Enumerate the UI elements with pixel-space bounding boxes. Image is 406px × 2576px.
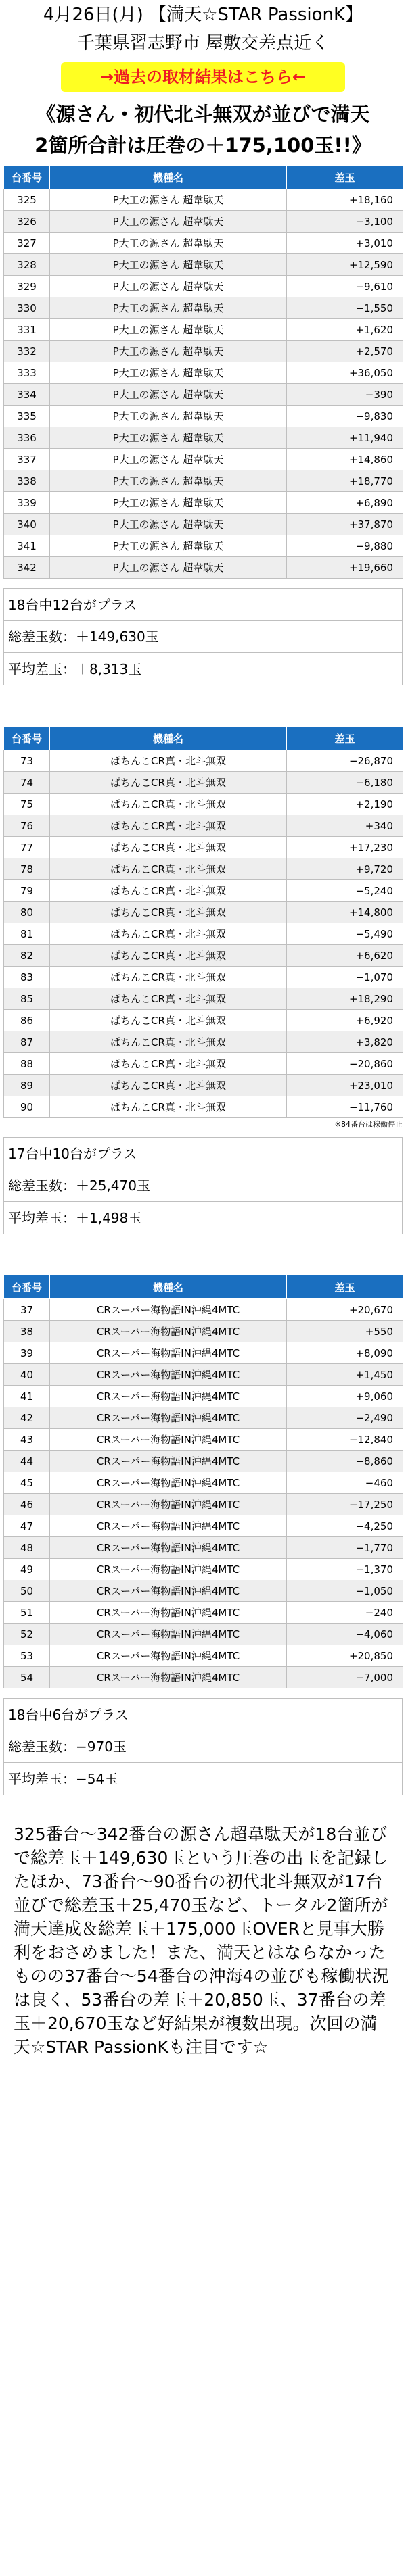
table-row [4, 1342, 403, 1364]
machine-name-cell: ぱちんこCR真・北斗無双 [50, 902, 287, 923]
table-row [4, 1667, 403, 1688]
diff-cell: +20,670 [287, 1299, 403, 1321]
col-header-diff: 差玉 [287, 727, 403, 750]
machine-name-cell: P大工の源さん 超韋駄天 [50, 189, 287, 211]
table-row [4, 492, 403, 514]
machine-number-cell: 38 [4, 1321, 50, 1342]
table-row [4, 211, 403, 233]
machine-number-cell: 83 [4, 967, 50, 988]
diff-cell: +3,820 [287, 1031, 403, 1053]
table-row [4, 923, 403, 945]
table-row [4, 535, 403, 557]
table-row [4, 1096, 403, 1118]
diff-cell: +20,850 [287, 1645, 403, 1667]
machine-number-cell: 330 [4, 297, 50, 319]
col-header-diff: 差玉 [287, 166, 403, 189]
table-row [4, 341, 403, 362]
diff-cell: +1,620 [287, 319, 403, 341]
table-row [4, 1559, 403, 1580]
machine-name-cell: P大工の源さん 超韋駄天 [50, 557, 287, 579]
machine-number-cell: 43 [4, 1429, 50, 1451]
diff-cell: −1,370 [287, 1559, 403, 1580]
table-row [4, 514, 403, 535]
table-row [4, 233, 403, 254]
machine-name-cell: ぱちんこCR真・北斗無双 [50, 945, 287, 967]
machine-name-cell: CRスーパー海物語IN沖縄4MTC [50, 1515, 287, 1537]
machine-name-cell: ぱちんこCR真・北斗無双 [50, 794, 287, 815]
table-note: ※84番台は稼働停止 [334, 1120, 403, 1129]
table-row [4, 254, 403, 276]
diff-cell: +9,060 [287, 1386, 403, 1407]
machine-name-cell: P大工の源さん 超韋駄天 [50, 297, 287, 319]
diff-cell: +340 [287, 815, 403, 837]
table-header-row [4, 1275, 403, 1299]
machine-name-cell: CRスーパー海物語IN沖縄4MTC [50, 1429, 287, 1451]
diff-cell: +18,770 [287, 470, 403, 492]
machine-name-cell: ぱちんこCR真・北斗無双 [50, 815, 287, 837]
page-title-location: 千葉県習志野市 屋敷交差点近く [76, 33, 330, 53]
machine-number-cell: 51 [4, 1602, 50, 1624]
diff-cell: +14,860 [287, 449, 403, 470]
machine-name-cell: CRスーパー海物語IN沖縄4MTC [50, 1386, 287, 1407]
machine-name-cell: P大工の源さん 超韋駄天 [50, 514, 287, 535]
table-row [4, 1472, 403, 1494]
summary-plus-count: 18台中6台がプラス [3, 1698, 403, 1730]
summary-plus-count: 17台中10台がプラス [3, 1137, 403, 1169]
machine-number-cell: 86 [4, 1010, 50, 1031]
diff-cell: −5,490 [287, 923, 403, 945]
machine-number-cell: 341 [4, 535, 50, 557]
col-header-machine: 機種名 [50, 166, 287, 189]
machine-name-cell: CRスーパー海物語IN沖縄4MTC [50, 1624, 287, 1645]
table-row [4, 1299, 403, 1321]
table-row [4, 1580, 403, 1602]
table-row [4, 319, 403, 341]
machine-number-cell: 340 [4, 514, 50, 535]
diff-cell: −20,860 [287, 1053, 403, 1075]
table-row [4, 449, 403, 470]
table-row [4, 1602, 403, 1624]
machine-number-cell: 78 [4, 858, 50, 880]
diff-cell: −4,250 [287, 1515, 403, 1537]
table-row [4, 1451, 403, 1472]
table-row [4, 1386, 403, 1407]
machine-number-cell: 338 [4, 470, 50, 492]
table-row [4, 1010, 403, 1031]
machine-name-cell: CRスーパー海物語IN沖縄4MTC [50, 1342, 287, 1364]
machine-name-cell: ぱちんこCR真・北斗無双 [50, 1053, 287, 1075]
machine-name-cell: P大工の源さん 超韋駄天 [50, 341, 287, 362]
results-table-hokuto [3, 726, 403, 1118]
machine-name-cell: ぱちんこCR真・北斗無双 [50, 1075, 287, 1096]
diff-cell: +11,940 [287, 427, 403, 449]
machine-number-cell: 53 [4, 1645, 50, 1667]
machine-name-cell: P大工の源さん 超韋駄天 [50, 449, 287, 470]
col-header-num: 台番号 [4, 727, 50, 750]
col-header-num: 台番号 [4, 1275, 50, 1299]
table-row [4, 880, 403, 902]
diff-cell: +18,290 [287, 988, 403, 1010]
diff-cell: +6,620 [287, 945, 403, 967]
machine-number-cell: 79 [4, 880, 50, 902]
table-row [4, 406, 403, 427]
diff-cell: +1,450 [287, 1364, 403, 1386]
results-table-umimonogatari [3, 1275, 403, 1688]
machine-number-cell: 336 [4, 427, 50, 449]
diff-cell: +17,230 [287, 837, 403, 858]
col-header-machine: 機種名 [50, 1275, 287, 1299]
machine-number-cell: 85 [4, 988, 50, 1010]
machine-name-cell: ぱちんこCR真・北斗無双 [50, 1031, 287, 1053]
machine-number-cell: 50 [4, 1580, 50, 1602]
table-row [4, 1031, 403, 1053]
machine-name-cell: CRスーパー海物語IN沖縄4MTC [50, 1602, 287, 1624]
machine-name-cell: CRスーパー海物語IN沖縄4MTC [50, 1494, 287, 1515]
machine-name-cell: P大工の源さん 超韋駄天 [50, 233, 287, 254]
table-row [4, 794, 403, 815]
summary-total: 総差玉数：＋25,470玉 [3, 1169, 403, 1202]
machine-name-cell: ぱちんこCR真・北斗無双 [50, 1010, 287, 1031]
diff-cell: −8,860 [287, 1451, 403, 1472]
machine-number-cell: 45 [4, 1472, 50, 1494]
machine-name-cell: P大工の源さん 超韋駄天 [50, 211, 287, 233]
machine-number-cell: 82 [4, 945, 50, 967]
machine-name-cell: ぱちんこCR真・北斗無双 [50, 858, 287, 880]
table-row [4, 276, 403, 297]
table-row [4, 1075, 403, 1096]
machine-number-cell: 47 [4, 1515, 50, 1537]
diff-cell: +2,190 [287, 794, 403, 815]
machine-number-cell: 54 [4, 1667, 50, 1688]
diff-cell: +9,720 [287, 858, 403, 880]
machine-name-cell: CRスーパー海物語IN沖縄4MTC [50, 1580, 287, 1602]
table-row [4, 1515, 403, 1537]
table-row [4, 1429, 403, 1451]
summary-total: 総差玉数：−970玉 [3, 1730, 403, 1763]
machine-number-cell: 80 [4, 902, 50, 923]
table-row [4, 1624, 403, 1645]
table-row [4, 772, 403, 794]
machine-number-cell: 331 [4, 319, 50, 341]
diff-cell: +36,050 [287, 362, 403, 384]
table-row [4, 837, 403, 858]
diff-cell: +19,660 [287, 557, 403, 579]
machine-name-cell: P大工の源さん 超韋駄天 [50, 319, 287, 341]
machine-name-cell: P大工の源さん 超韋駄天 [50, 470, 287, 492]
machine-name-cell: ぱちんこCR真・北斗無双 [50, 772, 287, 794]
table-row [4, 1645, 403, 1667]
table-row [4, 750, 403, 772]
table-row [4, 1321, 403, 1342]
machine-name-cell: P大工の源さん 超韋駄天 [50, 254, 287, 276]
diff-cell: −1,070 [287, 967, 403, 988]
diff-cell: +6,920 [287, 1010, 403, 1031]
machine-number-cell: 87 [4, 1031, 50, 1053]
machine-name-cell: CRスーパー海物語IN沖縄4MTC [50, 1537, 287, 1559]
col-header-num: 台番号 [4, 166, 50, 189]
diff-cell: −4,060 [287, 1624, 403, 1645]
machine-number-cell: 329 [4, 276, 50, 297]
page-title-date: 4月26日(月) 【満天☆STAR PassionK】 [43, 5, 363, 25]
diff-cell: +14,800 [287, 902, 403, 923]
table-row [4, 902, 403, 923]
machine-name-cell: ぱちんこCR真・北斗無双 [50, 750, 287, 772]
machine-number-cell: 42 [4, 1407, 50, 1429]
summary-total: 総差玉数：＋149,630玉 [3, 621, 403, 653]
machine-number-cell: 73 [4, 750, 50, 772]
diff-cell: −3,100 [287, 211, 403, 233]
diff-cell: −460 [287, 1472, 403, 1494]
col-header-diff: 差玉 [287, 1275, 403, 1299]
machine-name-cell: CRスーパー海物語IN沖縄4MTC [50, 1472, 287, 1494]
machine-name-cell: CRスーパー海物語IN沖縄4MTC [50, 1667, 287, 1688]
headline-line2: 2箇所合計は圧巻の＋175,100玉!!》 [35, 134, 371, 157]
machine-name-cell: ぱちんこCR真・北斗無双 [50, 988, 287, 1010]
machine-number-cell: 49 [4, 1559, 50, 1580]
diff-cell: −6,180 [287, 772, 403, 794]
table-row [4, 427, 403, 449]
results-table-genzan [3, 165, 403, 579]
diff-cell: −9,830 [287, 406, 403, 427]
machine-name-cell: P大工の源さん 超韋駄天 [50, 492, 287, 514]
table-row [4, 1364, 403, 1386]
machine-number-cell: 334 [4, 384, 50, 406]
diff-cell: −240 [287, 1602, 403, 1624]
machine-number-cell: 37 [4, 1299, 50, 1321]
machine-number-cell: 74 [4, 772, 50, 794]
diff-cell: +2,570 [287, 341, 403, 362]
summary-average: 平均差玉：＋8,313玉 [3, 653, 403, 685]
machine-number-cell: 337 [4, 449, 50, 470]
diff-cell: +23,010 [287, 1075, 403, 1096]
table-row [4, 189, 403, 211]
machine-name-cell: ぱちんこCR真・北斗無双 [50, 1096, 287, 1118]
machine-name-cell: P大工の源さん 超韋駄天 [50, 384, 287, 406]
table-row [4, 988, 403, 1010]
machine-number-cell: 46 [4, 1494, 50, 1515]
table-row [4, 1537, 403, 1559]
diff-cell: +3,010 [287, 233, 403, 254]
machine-number-cell: 48 [4, 1537, 50, 1559]
diff-cell: −7,000 [287, 1667, 403, 1688]
machine-name-cell: ぱちんこCR真・北斗無双 [50, 880, 287, 902]
machine-number-cell: 75 [4, 794, 50, 815]
summary-plus-count: 18台中12台がプラス [3, 588, 403, 621]
machine-number-cell: 90 [4, 1096, 50, 1118]
machine-name-cell: P大工の源さん 超韋駄天 [50, 427, 287, 449]
table-header-row [4, 727, 403, 750]
summary-average: 平均差玉：＋1,498玉 [3, 1202, 403, 1234]
table-row [4, 557, 403, 579]
diff-cell: +37,870 [287, 514, 403, 535]
machine-number-cell: 328 [4, 254, 50, 276]
headline-line1: 《源さん・初代北斗無双が並びで満天 [36, 103, 370, 126]
table-row [4, 945, 403, 967]
diff-cell: −390 [287, 384, 403, 406]
machine-name-cell: P大工の源さん 超韋駄天 [50, 535, 287, 557]
machine-name-cell: P大工の源さん 超韋駄天 [50, 362, 287, 384]
machine-number-cell: 327 [4, 233, 50, 254]
machine-number-cell: 342 [4, 557, 50, 579]
table-header-row [4, 166, 403, 189]
diff-cell: −1,050 [287, 1580, 403, 1602]
diff-cell: −5,240 [287, 880, 403, 902]
summary-average: 平均差玉：−54玉 [3, 1763, 403, 1795]
diff-cell: −17,250 [287, 1494, 403, 1515]
machine-number-cell: 76 [4, 815, 50, 837]
table-row [4, 384, 403, 406]
diff-cell: +6,890 [287, 492, 403, 514]
machine-number-cell: 39 [4, 1342, 50, 1364]
col-header-machine: 機種名 [50, 727, 287, 750]
machine-name-cell: CRスーパー海物語IN沖縄4MTC [50, 1364, 287, 1386]
machine-number-cell: 41 [4, 1386, 50, 1407]
past-results-link[interactable]: →過去の取材結果はこちら← [61, 62, 345, 92]
diff-cell: +18,160 [287, 189, 403, 211]
machine-number-cell: 89 [4, 1075, 50, 1096]
table-row [4, 1053, 403, 1075]
machine-name-cell: CRスーパー海物語IN沖縄4MTC [50, 1645, 287, 1667]
table-row [4, 1407, 403, 1429]
table-row [4, 967, 403, 988]
diff-cell: −26,870 [287, 750, 403, 772]
diff-cell: −9,880 [287, 535, 403, 557]
machine-name-cell: CRスーパー海物語IN沖縄4MTC [50, 1299, 287, 1321]
diff-cell: −1,550 [287, 297, 403, 319]
machine-number-cell: 44 [4, 1451, 50, 1472]
machine-number-cell: 52 [4, 1624, 50, 1645]
table-row [4, 858, 403, 880]
machine-name-cell: CRスーパー海物語IN沖縄4MTC [50, 1321, 287, 1342]
machine-number-cell: 40 [4, 1364, 50, 1386]
table-row [4, 1494, 403, 1515]
machine-number-cell: 332 [4, 341, 50, 362]
machine-number-cell: 88 [4, 1053, 50, 1075]
diff-cell: −11,760 [287, 1096, 403, 1118]
machine-name-cell: CRスーパー海物語IN沖縄4MTC [50, 1451, 287, 1472]
machine-number-cell: 339 [4, 492, 50, 514]
machine-number-cell: 77 [4, 837, 50, 858]
machine-name-cell: P大工の源さん 超韋駄天 [50, 276, 287, 297]
table-row [4, 362, 403, 384]
diff-cell: −2,490 [287, 1407, 403, 1429]
table-row [4, 297, 403, 319]
diff-cell: +8,090 [287, 1342, 403, 1364]
machine-name-cell: ぱちんこCR真・北斗無双 [50, 923, 287, 945]
diff-cell: +550 [287, 1321, 403, 1342]
diff-cell: −9,610 [287, 276, 403, 297]
machine-number-cell: 333 [4, 362, 50, 384]
machine-name-cell: P大工の源さん 超韋駄天 [50, 406, 287, 427]
diff-cell: +12,590 [287, 254, 403, 276]
machine-name-cell: ぱちんこCR真・北斗無双 [50, 837, 287, 858]
machine-number-cell: 81 [4, 923, 50, 945]
machine-name-cell: CRスーパー海物語IN沖縄4MTC [50, 1407, 287, 1429]
diff-cell: −1,770 [287, 1537, 403, 1559]
closing-paragraph: 325番台〜342番台の源さん超韋駄天が18台並びで総差玉＋149,630玉という圧巻の出玉を記録したほか、73番台〜90番台の初代北斗無双が17台並びで総差玉＋25,470玉など、トータル2箇所が満天達成＆総差玉＋175,000玉OVERと見事大勝利をおさめました！また、満天とはならなかったものの37番台〜54番台の沖海4の並びも稼働状況は良く、53番台の差玉＋20,850玉、37番台の差玉＋20,670玉など好結果が複数出現。次回の満天☆STAR PassionKも注目です☆ [14, 1824, 389, 2057]
table-row [4, 815, 403, 837]
machine-number-cell: 325 [4, 189, 50, 211]
diff-cell: −12,840 [287, 1429, 403, 1451]
table-row [4, 470, 403, 492]
machine-name-cell: ぱちんこCR真・北斗無双 [50, 967, 287, 988]
machine-name-cell: CRスーパー海物語IN沖縄4MTC [50, 1559, 287, 1580]
machine-number-cell: 326 [4, 211, 50, 233]
machine-number-cell: 335 [4, 406, 50, 427]
